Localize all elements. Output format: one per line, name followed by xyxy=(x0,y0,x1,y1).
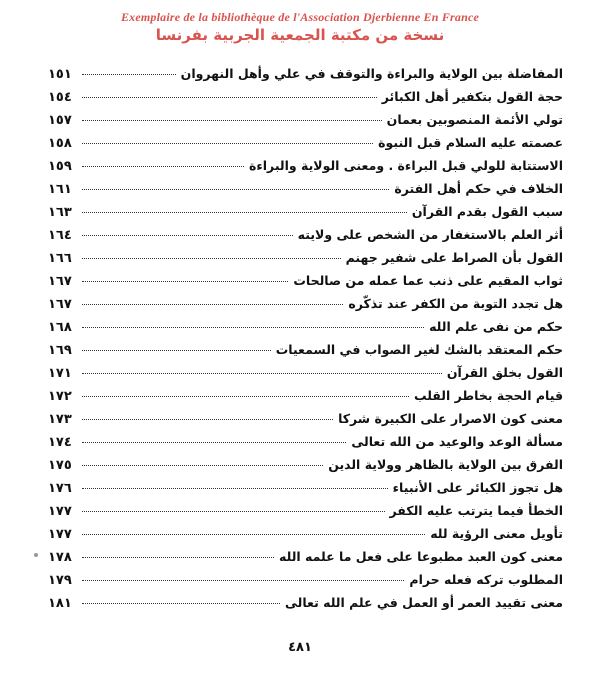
toc-entry-title: الخطأ فيما يترتب عليه الكفر xyxy=(389,503,563,518)
toc-entry-page: ١٦٩ xyxy=(48,343,72,358)
toc-entry-title: عصمته عليه السلام قبل النبوة xyxy=(378,135,563,150)
toc-row xyxy=(48,269,563,292)
toc-leader-dots xyxy=(82,511,385,512)
toc-leader-dots xyxy=(82,396,409,397)
toc-entry-page: ١٦٧ xyxy=(48,297,72,312)
toc-entry-page: ١٦١ xyxy=(48,182,72,197)
toc-entry-title: الخلاف في حكم أهل الفترة xyxy=(394,181,563,196)
toc-entry-page: ١٧٥ xyxy=(48,458,72,473)
toc-row xyxy=(48,476,563,499)
toc-entry-page: ١٦٤ xyxy=(48,228,72,243)
toc-row xyxy=(48,177,563,200)
toc-row xyxy=(48,315,563,338)
toc-entry-title: الفرق بين الولاية بالظاهر وولاية الدين xyxy=(328,457,563,472)
toc-entry-page: ١٧٩ xyxy=(48,573,72,588)
toc-leader-dots xyxy=(82,74,176,75)
toc-leader-dots xyxy=(82,281,288,282)
toc-entry-page: ١٧٦ xyxy=(48,481,72,496)
toc-leader-dots xyxy=(82,235,293,236)
toc-row xyxy=(48,568,563,591)
toc-row xyxy=(48,522,563,545)
toc-entry-title: المفاضلة بين الولاية والبراءة والتوقف في علي وأهل النهروان xyxy=(180,66,563,81)
toc-entry-title: ثواب المقيم على ذنب عما عمله من صالحات xyxy=(293,273,563,288)
toc-entry-page: ١٦٧ xyxy=(48,274,72,289)
toc-entry-page: ١٧١ xyxy=(48,366,72,381)
toc-entry-page: ١٥٨ xyxy=(48,136,72,151)
toc-entry-page: ١٦٣ xyxy=(48,205,72,220)
toc-leader-dots xyxy=(82,189,389,190)
toc-entry-page: ١٦٦ xyxy=(48,251,72,266)
toc-entry-page: ١٥٤ xyxy=(48,90,72,105)
toc-entry-title: مسألة الوعد والوعيد من الله تعالى xyxy=(351,434,563,449)
toc-entry-title: الاستتابة للولي قبل البراءة . ومعنى الولاية والبراءة xyxy=(249,158,563,173)
table-of-contents xyxy=(48,62,563,614)
toc-entry-title: معنى تقييد العمر أو العمل في علم الله تعالى xyxy=(284,595,563,610)
toc-entry-title: معنى كون الاصرار على الكبيرة شركا xyxy=(338,411,563,426)
toc-entry-page: ١٥٩ xyxy=(48,159,72,174)
toc-entry-page: ١٧٧ xyxy=(48,527,72,542)
toc-entry-page: ١٥٧ xyxy=(48,113,72,128)
toc-row xyxy=(48,131,563,154)
toc-row xyxy=(48,407,563,430)
toc-entry-title: تأويل معنى الرؤية لله xyxy=(430,526,563,541)
toc-leader-dots xyxy=(82,557,274,558)
toc-row xyxy=(48,246,563,269)
toc-leader-dots xyxy=(82,603,280,604)
toc-entry-page: ١٧٤ xyxy=(48,435,72,450)
toc-row xyxy=(48,200,563,223)
toc-row xyxy=(48,499,563,522)
toc-leader-dots xyxy=(82,143,373,144)
toc-leader-dots xyxy=(82,166,244,167)
toc-row xyxy=(48,223,563,246)
toc-entry-title: القول بخلق القرآن xyxy=(446,365,563,380)
toc-row xyxy=(48,430,563,453)
toc-entry-page: ١٥١ xyxy=(48,67,72,82)
toc-entry-title: أثر العلم بالاستغفار من الشخص على ولايته xyxy=(297,227,563,242)
toc-entry-title: المطلوب تركه فعله حرام xyxy=(409,572,563,587)
toc-entry-page: ١٦٨ xyxy=(48,320,72,335)
toc-leader-dots xyxy=(82,327,424,328)
toc-entry-page: ١٧٣ xyxy=(48,412,72,427)
toc-entry-title: قيام الحجة بخاطر القلب xyxy=(413,388,563,403)
toc-entry-title: سبب القول بقدم القرآن xyxy=(411,204,563,219)
toc-row xyxy=(48,108,563,131)
toc-entry-page: ١٨١ xyxy=(48,596,72,611)
toc-entry-page: ١٧٨ xyxy=(48,550,72,565)
toc-row xyxy=(48,361,563,384)
toc-leader-dots xyxy=(82,304,343,305)
toc-row xyxy=(48,292,563,315)
library-stamp xyxy=(0,10,600,45)
stamp-line-french: Exemplaire de la bibliothèque de l'Association Djerbienne En France xyxy=(120,10,480,24)
scan-speck xyxy=(34,553,38,557)
toc-row xyxy=(48,453,563,476)
toc-row xyxy=(48,591,563,614)
toc-row xyxy=(48,154,563,177)
toc-row xyxy=(48,62,563,85)
toc-leader-dots xyxy=(82,120,382,121)
toc-leader-dots xyxy=(82,488,388,489)
toc-entry-title: حكم من نفى علم الله xyxy=(429,319,563,334)
toc-row xyxy=(48,545,563,568)
toc-leader-dots xyxy=(82,258,341,259)
toc-entry-page: ١٧٧ xyxy=(48,504,72,519)
toc-entry-title: هل تجوز الكبائر على الأنبياء xyxy=(392,480,563,495)
toc-leader-dots xyxy=(82,373,442,374)
toc-entry-title: حكم المعتقد بالشك لغير الصواب في السمعيات xyxy=(275,342,563,357)
toc-entry-title: معنى كون العبد مطبوعا على فعل ما علمه الله xyxy=(279,549,563,564)
toc-leader-dots xyxy=(82,97,377,98)
page-number: ٤٨١ xyxy=(288,640,312,655)
toc-entry-title: هل تجدد التوبة من الكفر عند تذكّره xyxy=(348,296,563,311)
toc-leader-dots xyxy=(82,419,333,420)
toc-entry-title: حجة القول بتكفير أهل الكبائر xyxy=(381,89,563,104)
toc-entry-title: القول بأن الصراط على شفير جهنم xyxy=(345,250,563,265)
toc-leader-dots xyxy=(82,442,346,443)
toc-leader-dots xyxy=(82,580,404,581)
toc-leader-dots xyxy=(82,465,323,466)
toc-leader-dots xyxy=(82,212,407,213)
toc-row xyxy=(48,338,563,361)
toc-entry-page: ١٧٢ xyxy=(48,389,72,404)
toc-row xyxy=(48,85,563,108)
toc-leader-dots xyxy=(82,350,271,351)
toc-row xyxy=(48,384,563,407)
toc-leader-dots xyxy=(82,534,425,535)
stamp-line-arabic: نسخة من مكتبة الجمعية الجربية بفرنسا xyxy=(155,26,445,44)
toc-entry-title: تولي الأئمة المنصوبين بعمان xyxy=(386,112,563,127)
